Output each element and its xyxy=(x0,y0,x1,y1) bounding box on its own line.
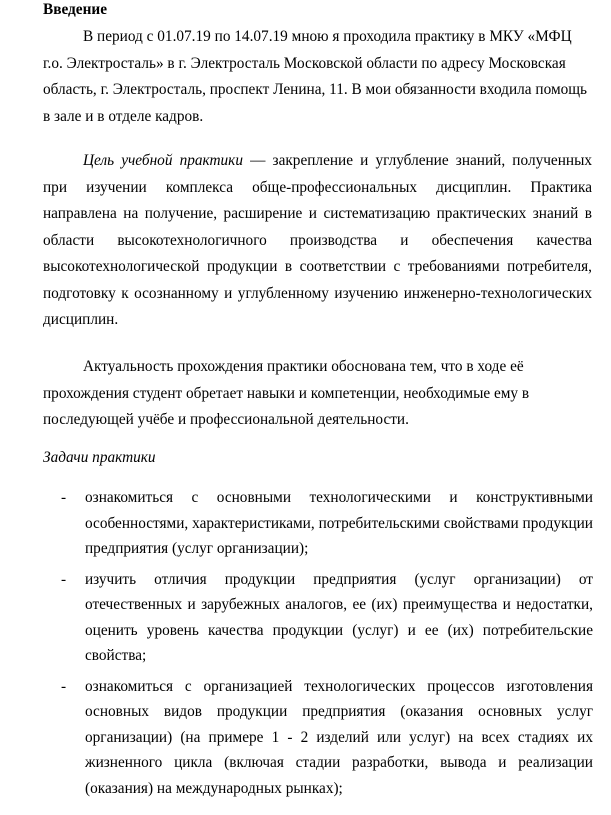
list-item-text: ознакомиться с основными технологическими и конструктивными особенностями, характеристиками, потребительскими свойствами продукции предприятия (услуг организации); xyxy=(85,489,593,557)
list-item xyxy=(0,567,611,669)
list-item-text: ознакомиться с организацией технологических процессов изготовления основных видов продукции предприятия (оказания основных услуг организации) (на примере 1 - 2 изделий или услуг) на всех стадиях их жизненного цикла (включая стадии разработки, вывода и реализации (оказания) на международных рынках); xyxy=(85,677,593,797)
list-item-text: изучить отличия продукции предприятия (услуг организации) от отечественных и зарубежных аналогов, ее (их) преимущества и недостатки, оценить уровень качества продукции (услуг) и ее (их) потребительские свойства; xyxy=(85,570,593,664)
list-bullet: - xyxy=(61,489,67,506)
tasks-list xyxy=(0,485,611,806)
relevance-paragraph xyxy=(43,354,592,434)
intro-paragraph xyxy=(43,24,592,130)
tasks-title: Задачи практики xyxy=(43,449,156,466)
list-item xyxy=(0,674,611,802)
goal-paragraph xyxy=(43,148,592,334)
list-bullet: - xyxy=(61,570,67,588)
relevance-text: Актуальность прохождения практики обоснована тем, что в ходе её прохождения студент обретает навыки и компетенции, необходимые ему в последующей учёбе и профессиональной деятельности. xyxy=(43,358,530,428)
goal-text: — закрепление и углубление знаний, полученных при изучении комплекса обще-профессиональных дисциплин. Практика направлена на получение, расширение и систематизацию практических знаний в области высокотехнологичного производства и обеспечения качества высокотехнологической продукции в соответствии с требованиями потребителя, подготовку к осознанному и углубленному изучению инженерно-технологических дисциплин. xyxy=(43,152,593,328)
section-heading: Введение xyxy=(43,1,107,18)
list-item xyxy=(0,485,611,562)
goal-label: Цель учебной практики xyxy=(83,152,243,169)
intro-text: В период с 01.07.19 по 14.07.19 мною я проходила практику в МКУ «МФЦ г.о. Электросталь» в г. Электросталь Московской области по адресу Московская область, г. Электросталь, проспект Ленина, 11. В мои обязанности входила помощь в зале и в отделе кадров. xyxy=(43,28,588,125)
list-bullet: - xyxy=(61,677,67,695)
